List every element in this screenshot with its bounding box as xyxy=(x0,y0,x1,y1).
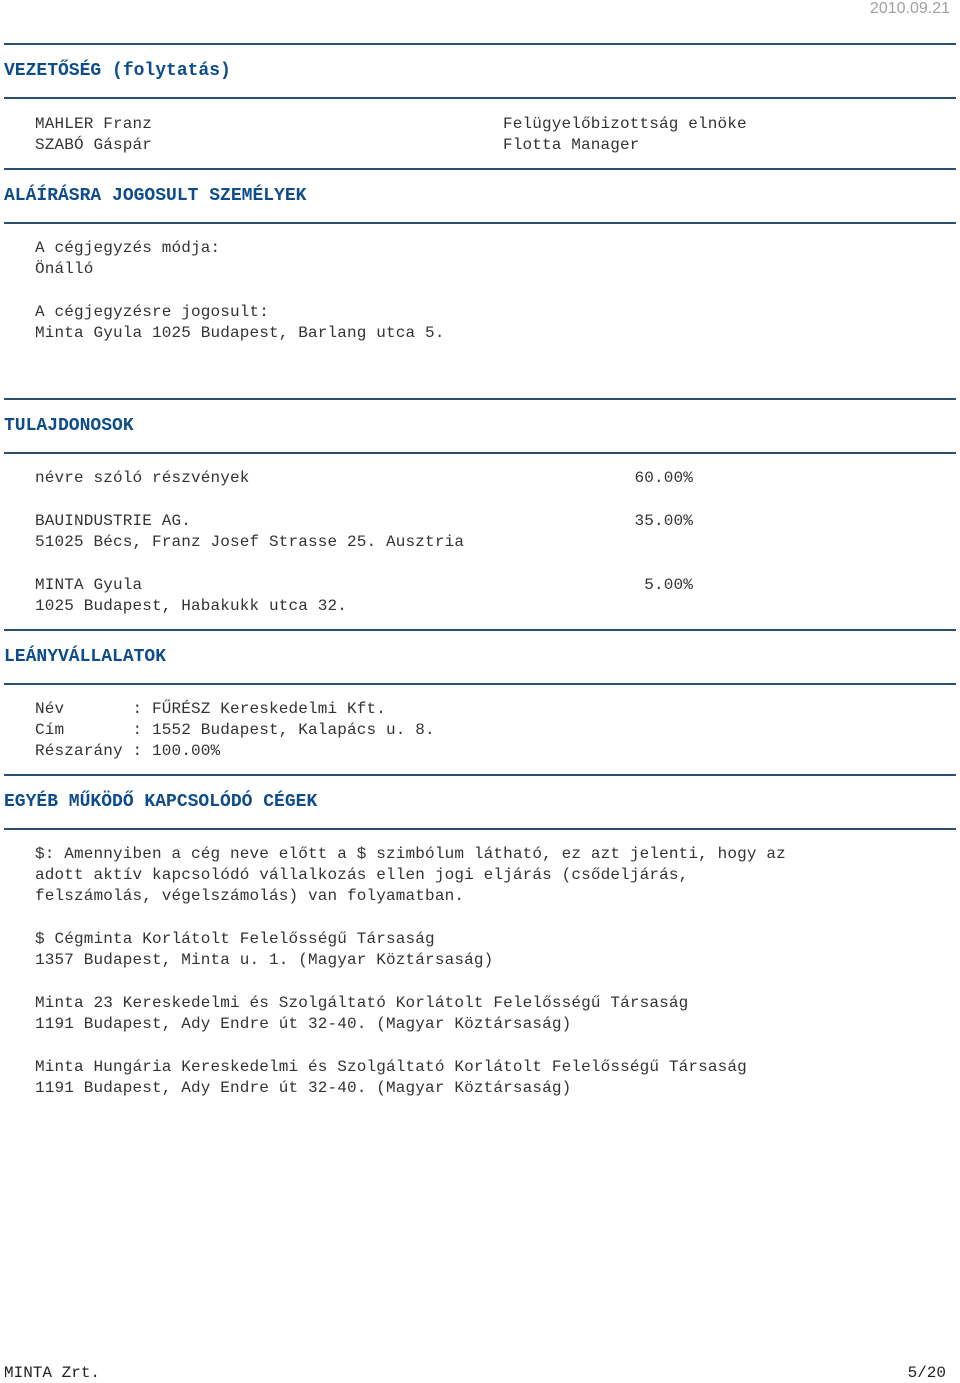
person-role: Felügyelőbizottság elnöke xyxy=(503,115,747,133)
related-company-name: Minta Hungária Kereskedelmi és Szolgáltató Korlátolt Felelősségű Társaság xyxy=(35,1058,747,1076)
signing-mode-value: Önálló xyxy=(35,260,94,278)
person-role: Flotta Manager xyxy=(503,136,640,154)
related-company-address: 1191 Budapest, Ady Endre út 32-40. (Magyar Köztársaság) xyxy=(35,1015,572,1033)
owner-share: 60.00% xyxy=(634,469,693,487)
related-company-name: $ Cégminta Korlátolt Felelősségű Társaság xyxy=(35,930,435,948)
person-name: MAHLER Franz xyxy=(35,115,153,133)
owner-address: 51025 Bécs, Franz Josef Strasse 25. Ausztria xyxy=(35,533,465,551)
section-heading-tulajdonosok: TULAJDONOSOK xyxy=(4,416,134,436)
section-rule xyxy=(4,168,956,170)
signing-mode-label: A cégjegyzés módja: xyxy=(35,239,221,257)
footer-page-number: 5/20 xyxy=(907,1364,946,1382)
related-company-address: 1191 Budapest, Ady Endre út 32-40. (Magyar Köztársaság) xyxy=(35,1079,572,1097)
section-heading-vezetoseg: VEZETŐSÉG (folytatás) xyxy=(4,61,231,81)
section-rule xyxy=(4,774,956,776)
subsidiary-address: Cím : 1552 Budapest, Kalapács u. 8. xyxy=(35,721,435,739)
section-rule xyxy=(4,828,956,830)
section-heading-alairas: ALÁÍRÁSRA JOGOSULT SZEMÉLYEK xyxy=(4,186,307,206)
print-date: 2010.09.21 xyxy=(869,0,950,17)
owner-name: BAUINDUSTRIE AG. xyxy=(35,512,192,530)
section-rule xyxy=(4,222,956,224)
related-company-address: 1357 Budapest, Minta u. 1. (Magyar Köztársaság) xyxy=(35,951,494,969)
owner-name: MINTA Gyula xyxy=(35,576,143,594)
owner-name: névre szóló részvények xyxy=(35,469,250,487)
section-rule xyxy=(4,452,956,454)
footer-company: MINTA Zrt. xyxy=(4,1364,101,1382)
owner-address: 1025 Budapest, Habakukk utca 32. xyxy=(35,597,348,615)
section-rule xyxy=(4,398,956,400)
section-rule xyxy=(4,683,956,685)
subsidiary-share: Részarány : 100.00% xyxy=(35,742,221,760)
section-rule xyxy=(4,629,956,631)
subsidiary-name: Név : FŰRÉSZ Kereskedelmi Kft. xyxy=(35,700,387,718)
section-heading-leanyvallalatok: LEÁNYVÁLLALATOK xyxy=(4,647,167,667)
signing-authorized-label: A cégjegyzésre jogosult: xyxy=(35,303,270,321)
owner-share: 35.00% xyxy=(634,512,693,530)
section-rule xyxy=(4,97,956,99)
legend-note-line: adott aktív kapcsolódó vállalkozás ellen jogi eljárás (csődeljárás, xyxy=(35,866,689,884)
person-name: SZABÓ Gáspár xyxy=(35,136,153,154)
signing-authorized-value: Minta Gyula 1025 Budapest, Barlang utca 5. xyxy=(35,324,445,342)
legend-note-line: $: Amennyiben a cég neve előtt a $ szimbólum látható, ez azt jelenti, hogy az xyxy=(35,845,786,863)
owner-share: 5.00% xyxy=(644,576,693,594)
section-rule xyxy=(4,43,956,45)
legend-note-line: felszámolás, végelszámolás) van folyamatban. xyxy=(35,887,465,905)
section-heading-egyeb: EGYÉB MŰKÖDŐ KAPCSOLÓDÓ CÉGEK xyxy=(4,792,318,812)
related-company-name: Minta 23 Kereskedelmi és Szolgáltató Korlátolt Felelősségű Társaság xyxy=(35,994,689,1012)
